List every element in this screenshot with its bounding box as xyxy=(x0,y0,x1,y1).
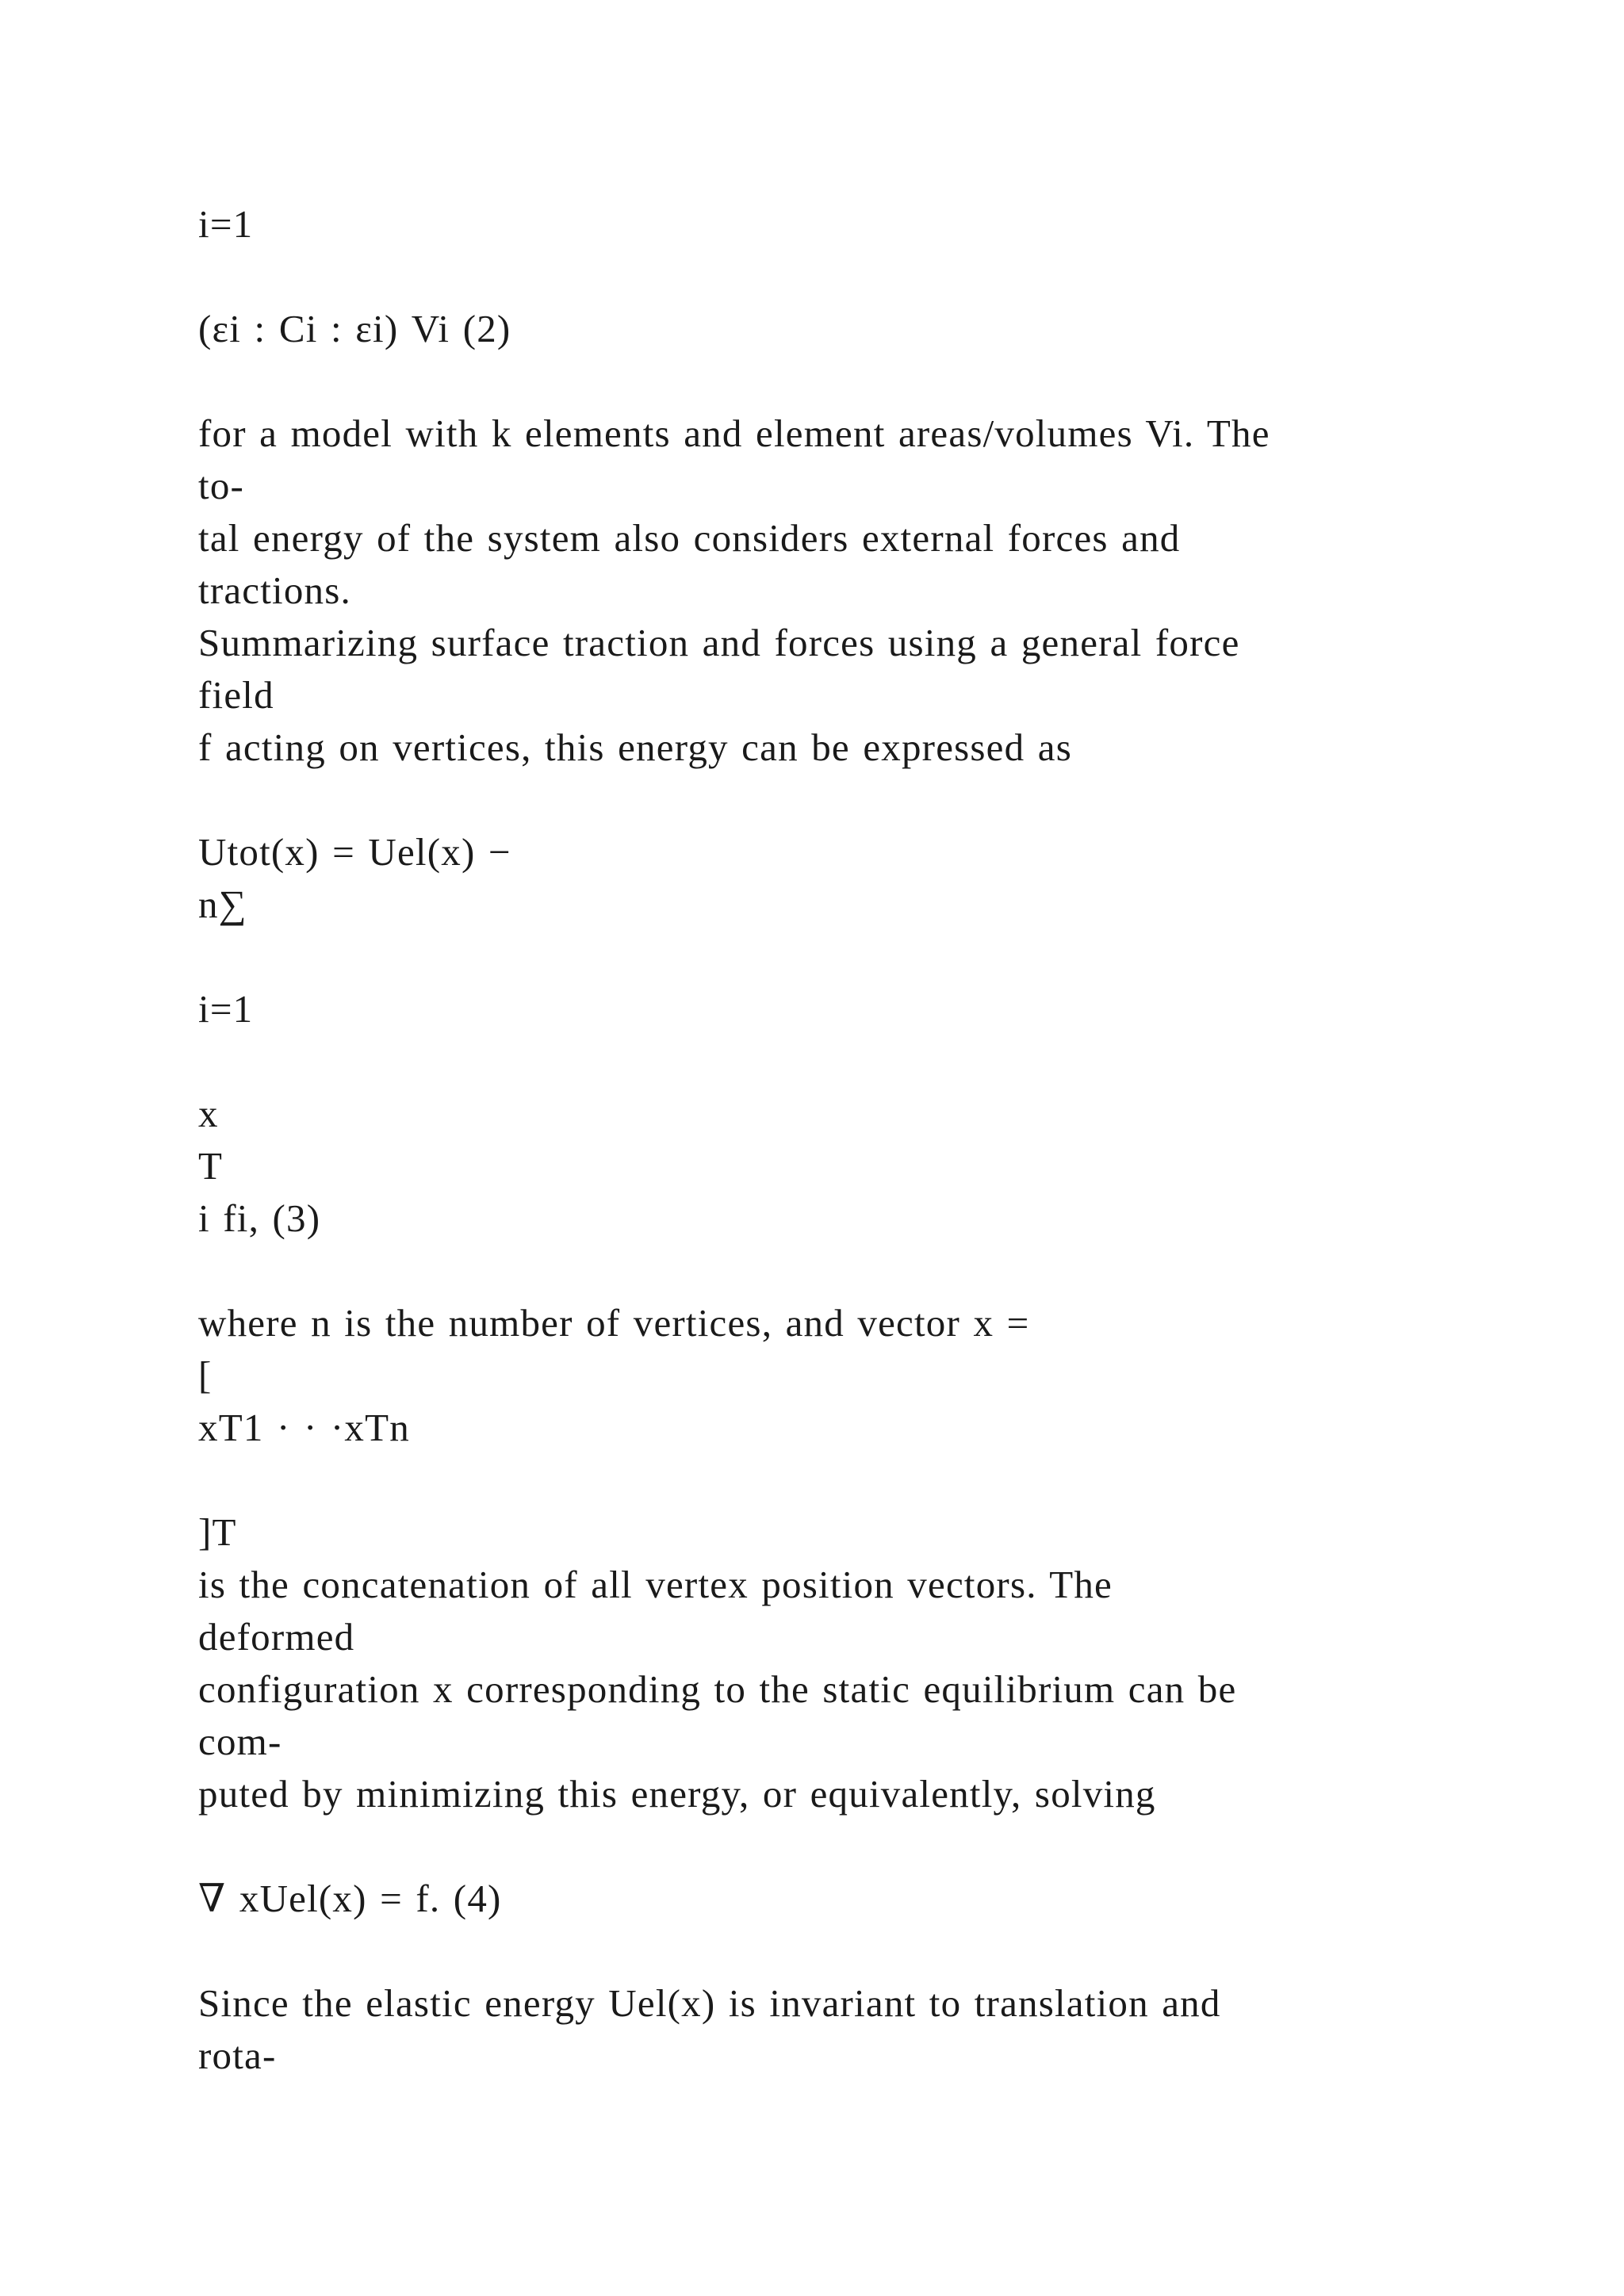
equation-3-line: i fi, (3) xyxy=(198,1196,321,1240)
vector-line: ]T xyxy=(198,1510,237,1554)
body-text-line: where n is the number of vertices, and vector x = xyxy=(198,1301,1030,1345)
sum-index-line: i=1 xyxy=(198,202,254,246)
body-text-line: tal energy of the system also considers external forces and xyxy=(198,516,1181,560)
equation-4-line: ∇ xUel(x) = f. (4) xyxy=(198,1877,502,1920)
equation-3-line: T xyxy=(198,1144,224,1188)
body-text-line: for a model with k elements and element areas/volumes Vi. The xyxy=(198,411,1270,455)
body-text-line: puted by minimizing this energy, or equivalently, solving xyxy=(198,1772,1156,1816)
equation-2-line: (εi : Ci : εi) Vi (2) xyxy=(198,307,511,350)
body-text-line: com- xyxy=(198,1720,282,1763)
body-text-line: rota- xyxy=(198,2034,277,2077)
body-text-line: configuration x corresponding to the static equilibrium can be xyxy=(198,1667,1237,1711)
equation-3-line: x xyxy=(198,1092,219,1135)
body-text-line: deformed xyxy=(198,1615,355,1659)
body-text-line: field xyxy=(198,673,274,717)
body-text-line: Summarizing surface traction and forces using a general force xyxy=(198,621,1240,664)
equation-3-line: Utot(x) = Uel(x) − xyxy=(198,830,511,874)
sum-index-line: i=1 xyxy=(198,987,254,1031)
vector-line: [ xyxy=(198,1353,213,1397)
vector-line: xT1 · · ·xTn xyxy=(198,1406,410,1449)
equation-3-line: n∑ xyxy=(198,882,247,926)
body-text-line: tractions. xyxy=(198,568,351,612)
body-text-line: Since the elastic energy Uel(x) is invariant to translation and xyxy=(198,1981,1221,2025)
body-text-line: is the concatenation of all vertex position vectors. The xyxy=(198,1563,1113,1606)
body-text-line: f acting on vertices, this energy can be expressed as xyxy=(198,725,1072,769)
body-text-line: to- xyxy=(198,464,245,507)
